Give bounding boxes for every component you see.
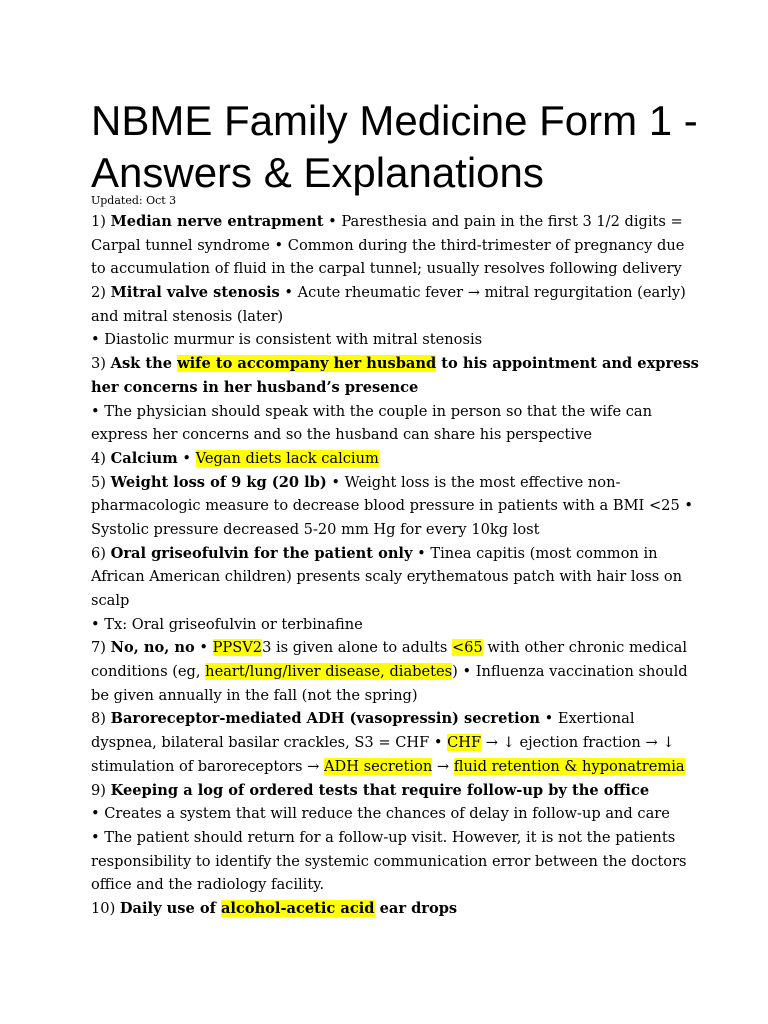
bold-text: ear drops (374, 899, 458, 917)
text-segment: 2) (91, 284, 111, 302)
text-segment: conditions (eg, (91, 663, 206, 681)
text-line (91, 850, 691, 874)
text-line (91, 826, 691, 850)
bold-text: Weight loss of 9 kg (20 lb) (110, 473, 327, 491)
text-line (91, 494, 691, 518)
text-line (91, 305, 691, 329)
highlighted-text: heart/lung/liver disease, diabetes (205, 663, 453, 681)
text-segment: 3) (91, 355, 111, 373)
text-line (91, 281, 691, 305)
text-line (91, 731, 691, 755)
text-line (91, 660, 691, 684)
highlighted-text: wife to accompany her husband (177, 355, 437, 373)
bold-text: to his appointment and express (436, 355, 699, 373)
text-segment: be given annually in the fall (not the spring) (91, 686, 418, 704)
text-segment: 6) (91, 544, 111, 562)
bold-text: No, no, no (110, 639, 195, 657)
text-segment: • Weight loss is the most effective non- (326, 473, 621, 491)
text-segment: • Diastolic murmur is consistent with mitral stenosis (91, 331, 483, 349)
text-line (91, 707, 691, 731)
text-line (91, 376, 691, 400)
bold-text: Ask the (110, 355, 178, 373)
highlighted-text: Vegan diets lack calcium (195, 449, 379, 467)
text-segment: 3 is given alone to adults (262, 639, 452, 657)
text-line (91, 802, 691, 826)
text-segment: 1) (91, 213, 111, 230)
text-line (91, 897, 691, 921)
bold-text: Baroreceptor-mediated ADH (vasopressin) secretion (110, 710, 541, 728)
highlighted-text: <65 (451, 639, 483, 657)
document-title: NBME Family Medicine Form 1 - Answers & Explanations (91, 97, 698, 196)
text-line (91, 423, 691, 447)
text-line (91, 613, 691, 637)
highlighted-text: PPSV2 (212, 639, 263, 657)
text-line (91, 684, 691, 708)
text-segment: • Paresthesia and pain in the first 3 1/2 digits = (323, 213, 683, 230)
text-segment: • The patient should return for a follow-up visit. However, it is not the patients (91, 828, 676, 846)
text-segment: → (432, 757, 454, 775)
text-line (91, 565, 691, 589)
text-segment: and mitral stenosis (later) (91, 307, 284, 325)
text-line (91, 542, 691, 566)
text-segment: 9) (91, 781, 111, 799)
highlighted-text: alcohol-acetic acid (220, 899, 375, 917)
text-line (91, 210, 691, 234)
text-segment: • Acute rheumatic fever → mitral regurgitation (early) (279, 284, 686, 302)
text-line (91, 755, 691, 779)
text-segment: Systolic pressure decreased 5-20 mm Hg for every 10kg lost (91, 520, 540, 538)
text-line (91, 257, 691, 281)
text-line (91, 234, 691, 258)
updated-date: Updated: Oct 3 (91, 194, 177, 207)
highlighted-text: CHF (447, 734, 482, 752)
text-segment: office and the radiology facility. (91, 876, 325, 894)
text-line (91, 873, 691, 897)
text-segment: • (194, 639, 213, 657)
text-line (91, 636, 691, 660)
text-line (91, 400, 691, 424)
bold-text: Daily use of (119, 899, 221, 917)
text-line (91, 518, 691, 542)
text-line (91, 471, 691, 495)
text-segment: ) • Influenza vaccination should (452, 663, 688, 681)
text-segment: African American children) presents scaly erythematous patch with hair loss on (91, 568, 683, 586)
bold-text: Oral griseofulvin for the patient only (110, 544, 413, 562)
bold-text: Median nerve entrapment (110, 213, 324, 230)
text-segment: 4) (91, 449, 111, 467)
text-segment: scalp (91, 592, 130, 609)
text-line (91, 779, 691, 803)
text-segment: pharmacologic measure to decrease blood pressure in patients with a BMI <25 • (91, 497, 693, 515)
text-segment: express her concerns and so the husband can share his perspective (91, 426, 592, 444)
text-line (91, 328, 691, 352)
text-segment: 8) (91, 710, 111, 728)
text-segment: stimulation of baroreceptors → (91, 757, 325, 775)
bold-text: Mitral valve stenosis (110, 284, 280, 302)
text-segment: to accumulation of fluid in the carpal tunnel; usually resolves following delivery (91, 260, 682, 278)
text-segment: 5) (91, 473, 111, 491)
text-line (91, 447, 691, 471)
text-segment: • The physician should speak with the couple in person so that the wife can (91, 402, 652, 420)
text-line (91, 589, 691, 613)
highlighted-text: fluid retention & hyponatremia (453, 757, 685, 775)
highlighted-text: ADH secretion (324, 757, 433, 775)
text-segment: 7) (91, 639, 111, 657)
text-segment: • Tx: Oral griseofulvin or terbinafine (91, 615, 363, 633)
text-segment: → ↓ ejection fraction → ↓ (481, 734, 675, 752)
text-segment: 10) (91, 899, 120, 917)
text-segment: dyspnea, bilateral basilar crackles, S3 = CHF • (91, 734, 448, 752)
text-segment: • Creates a system that will reduce the chances of delay in follow-up and care (91, 805, 670, 823)
text-segment: with other chronic medical (482, 639, 688, 657)
text-segment: responsibility to identify the systemic communication error between the doctors (91, 852, 687, 870)
text-segment: • Tinea capitis (most common in (412, 544, 658, 562)
text-segment: Carpal tunnel syndrome • Common during the third-trimester of pregnancy due (91, 236, 685, 254)
document-body (91, 210, 699, 921)
text-segment: • (177, 449, 196, 467)
bold-text: Calcium (110, 449, 178, 467)
text-segment: • Exertional (540, 710, 635, 728)
bold-text: her concerns in her husband’s presence (91, 378, 419, 396)
text-line (91, 352, 699, 376)
bold-text: Keeping a log of ordered tests that require follow-up by the office (110, 781, 650, 799)
